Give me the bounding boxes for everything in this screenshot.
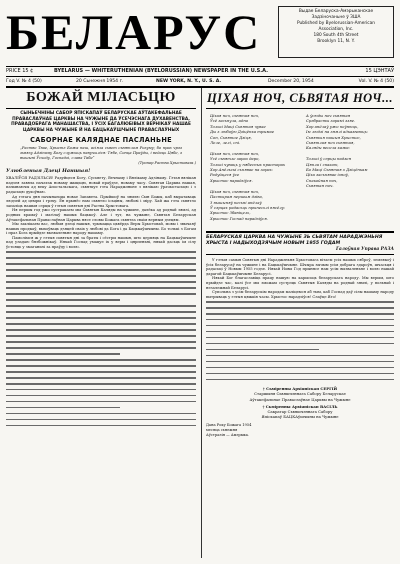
text-line-placeholder [6,359,196,364]
text-line-placeholder [206,331,394,336]
poem-line: Леле, лелі, спі. [210,140,241,146]
text-line-placeholder [6,293,196,298]
text-line-placeholder [206,379,394,384]
epigraph: „Раство Твае, Хрыстэ Божа наш, асіяла сьвет сьвятлом Розуму; бо праз чрэз зьвязу Адзінаму Богу служыць навучыліся: Тябе, Сонца Праўды, і ведаць Цябе, з вышыні Ўсходу, Госпадзі, слава Табе“ [20,146,182,160]
poem-line: Срэбрасты зорамі ззяе. [306,118,356,124]
poem-line: Цяпла і спакою, [306,161,339,167]
text-line-placeholder [6,377,196,382]
poem-line: Бо Маці Сьвятая з Дзіцёнкам [306,167,368,173]
price: PRICE 15 ¢ [6,68,34,74]
poem-line: Толькі чуваць у нябесных прасторах [210,161,285,167]
date-line [206,423,394,437]
issue-year: Год V. № 4 (50) [6,79,42,84]
date-line-text: Аўстралія — Амэрыка. [206,432,250,437]
poem-line: Хор Анёльскі сьпявае на зорах: [210,167,274,173]
poem-line: Каляды весела кажа: [306,145,350,151]
poem-line: Ім людзі на зямлі адказваюць: [306,129,369,135]
poem-column [210,113,300,221]
date-line-text: месяца сьнежня [206,428,238,433]
poem-line: Сьвятая ноч. [306,183,334,189]
right-column [206,90,394,438]
issue-volume: Vol. V. № 4 (50) [358,79,394,84]
paragraph: Ня першы год ужо сустракаем мы Сьвятыя Каляды на чужыне, далёка ад роднай зямлі, ад родных храмаў і магілаў нашых бацькоў. Але і тут, на чужыне, Сьвятая Беларуская Аўтакефальная Праваслаўная Царква нясе словы Божага сьвятла сваім верным дзецям. [6,208,196,222]
text-line-placeholder [6,353,196,358]
divider [6,108,196,109]
continued-text [206,301,394,383]
poem-line: Толькі Маці Сьвятая чувае [210,123,266,129]
text-line-placeholder [6,251,196,256]
text-line-placeholder [206,355,394,360]
poem-column [306,113,396,189]
paragraph: Няхай Бог благаславіць працу нашую на карысьць беларускага народу. Мы верым, што прыйдзе час, калі ўсе мы зможам сустрэць Сьвятыя Каляды на роднай зямлі, у вольнай і незалежнай Беларусі. [206,276,394,290]
poem-line: А ўсюды ноч сьвятая [306,113,351,118]
poem-line: Толькі ў сэрцы надзея [306,156,352,162]
paragraph: Памолімся ж у гэтыя сьвятыя дні за браты і сёстры нашыя, што церпяць на Бацькаўшчыне пад уладаю бязбожнікаў. Няхай Госпад умацуе іх у веры і цярпеньні, няхай дасьць ім сілу ўстояць у змаганьні за праўду і волю. [6,235,196,250]
poem-line: Ціхая ноч, сьвятая ноч, [210,188,260,194]
text-line-placeholder [206,307,394,312]
poem [206,113,394,229]
issue-date: December 20, 1954 [268,79,314,84]
text-line-placeholder [206,367,394,372]
text-line-placeholder [6,347,196,352]
issue-date-local: 20 Сьнежня 1954 г. [76,79,124,84]
text-line-placeholder [206,319,394,324]
text-line-placeholder [6,257,196,262]
signatories [206,386,394,419]
text-line-placeholder [6,407,196,412]
poem-line: З вышыняў песьні анёлаў [210,199,262,205]
text-line-placeholder [6,263,196,268]
publisher-line: Published by Byelorussian-American [296,21,376,26]
poem-line: Радуйцеся ўсе [210,172,240,178]
signatory-line: Аўтакефальнае Праваслаўнае Царквы на Чужыне [249,396,351,402]
text-line-placeholder [6,299,196,304]
poem-line: Ўсё засьнула, адно [210,118,249,124]
greeting-signature: Галоўная Управа РАЗА [336,247,394,252]
section-title: САБОРНАЕ КАЛЯДНАЕ ПАСЛАНЬНЕ [30,136,172,145]
text-line-placeholder [206,343,394,348]
text-line-placeholder [206,337,394,342]
text-line-placeholder [206,301,394,306]
dateline-bar [6,76,394,88]
text-line-placeholder [6,287,196,292]
text-line-placeholder [6,311,196,316]
publisher-line: Association, Inc. [318,27,354,32]
poem-line: Ціхая ноч, сьвятая ноч, [210,113,260,118]
text-line-placeholder [6,317,196,322]
paragraph: ХВАЛІЎСЯ РАДЗІЛЬСЯ! Радуйцеся Богу, Сусьвету, Вечнаму і Вялікаму Адзінаму. Гэтая вялікая падзея завяла пачатак новаму жыцьцю, новай праўдзе, новаму часу. Сьвятая Царква нашая, пачынаючы ад веку Апостальскага, сьвяткуе гэта Нараджэньне з вялікаю ўрачыстасьцю і з радасьцю духоўнаю. [6,176,196,194]
publisher-line: 180 South 4th Street [313,33,359,38]
text-line-placeholder [6,365,196,370]
greeting-heading: БЕЛАРУСКАЯ ЦАРКВА НА ЧУЖЫНЕ ЗЬ СЬВЯТАМ НАРАДЖЭНЬНЯ ХРЫСТА І НАДЫХОДЗЯЧЫМ НОВЫМ 1955 ГОДАМ [206,235,383,246]
paragraph: Супольна з усім беларускім народам маліцемся аб тым, каб Госпад даў сілы нашаму народу вытрываць у гэтыя цяжкія часы. Хрыстос нарадзіўся! Слаўце Яго! [206,290,394,299]
signatory-line: Япіскапаў БАЦКАўшчыны на Чужыне [261,414,339,420]
place: NEW YORK, N. Y., U. S. A. [156,79,222,84]
publisher-line: Выдае Беларуска-Амэрыканскае [298,9,374,14]
signatory-line: † Сьміренны Архіяпіскап СЕРГІЙ [262,386,338,392]
publisher-line: Задзіночаньне ў ЗША [311,15,361,20]
text-line-placeholder [6,335,196,340]
poem-line: Сон, Сьвятое Дзіця, [210,134,252,140]
left-column [6,90,196,429]
text-line-placeholder [206,373,394,378]
poem-line: Сьвятыя нашыя Хрыстос, [306,134,361,140]
text-line-placeholder [6,329,196,334]
salutation: Улюбленыя Дзеці Наншыя! [6,168,91,175]
text-line-placeholder [6,269,196,274]
poem-line: Пастырам першым дзіва, [210,194,263,200]
text-line-placeholder [6,341,196,346]
article-headline: БОЖАЙ МІЛАСЬЦЮ [26,90,176,105]
poem-line: Хрыстос Госпад нарадзіўся. [210,215,269,221]
column-divider [201,88,202,558]
poem-line: Хор анёлаў ужо поўнюць, [306,123,359,129]
poem-line: Хрыстос нарадзіўся. [210,177,253,183]
poem-line: Хрыстос Збавіцель, [210,210,251,216]
publisher-line: Brooklyn 11, N. Y. [317,39,355,44]
poem-line: Ды з любоўю Дзіцёнка трымае [210,129,275,135]
subtitle-bar [6,66,394,76]
text-line-placeholder [206,325,394,330]
divider [206,108,394,109]
poem-line: Ціха засьпявае ізноў, [306,172,350,178]
text-line-placeholder [206,361,394,366]
poem-line: Ў сэрцах радасьць прынесьлі вясёлу: [210,204,286,210]
poem-line: Ціхая ноч, сьвятая ноч, [210,150,260,156]
price-local: 15 ЦЭНТАЎ [365,68,394,74]
text-line-placeholder [6,383,196,388]
epigraph-source: (Тропар Раства Хрыстовага.) [138,161,196,166]
text-line-placeholder [206,313,394,318]
poem-headline: ЦІХАЯ НОЧ, СЬВЯТАЯ НОЧ... [207,91,393,105]
paragraph: Мы заклікаем вас, любыя дзеці нашыя, трымацца цьвёрда Веры Хрыстовай, мовы і звычаяў нашых продкаў, выхоўваць дзяцей сваіх у любові да Бога і да Бацькаўшчыны. Бо толькі з Богам і праз Бога прыйдзе вызваленьне народу нашаму. [6,222,196,236]
poem-line: Сьвятлая ноч сьвятая, [306,140,355,146]
paragraph: Ад гэтага дня пачынаецца новае Запавета. Прыйшоў на зямлю Сын Божы, каб выратаваць людзей ад цемры і грэху. Ён прынёс нам сьвятло ісьціны, любові і міру. Хай жа гэта сьвятло запаліць нашыя сэрцы ў гэтыя сьвятыя дні Раства Хрыстовага. [6,194,196,208]
text-line-placeholder [6,413,196,418]
signatory-line: Старшыня Сьвяшчэннага Сабору Беларускае [254,391,346,397]
continued-text [6,251,196,429]
text-line-placeholder [6,275,196,280]
poem-line: Усё сьвятле зараз даро, [210,156,260,162]
text-line-placeholder [206,349,394,354]
publisher-box [278,6,394,58]
poem-line: Спакойная ноч, [306,177,338,183]
text-line-placeholder [6,395,196,400]
paragraph: У гэтыя самыя Сьвятыя дні Нараджэньня Хрыстовага вітаем усіх нашых сяброў, землякоў і ўсіх беларусаў на чужыне і на Бацькаўшчыне. Шчыра зычым усім добрага здароўя, шчасьця і радасьці ў Новым 1955 годзе. Няхай Новы Год прынясе нам усім вызваленьне і волю нашай дарагой Бацькаўшчыне Беларусі. [206,258,394,276]
text-line-placeholder [6,371,196,376]
text-line-placeholder [6,425,196,430]
masthead [6,2,394,62]
text-line-placeholder [6,419,196,424]
text-line-placeholder [6,401,196,406]
article-subheading: СЫНЬЕЧНІНЫ САБОР ЯПІСКАПАЎ БЕЛАРУСКАЕ АЎТАКЕФАЛЬНАЕ ПРАВАСЛАЎНАЕ ЦАРКВЫ НА ЧУЖЫНЕ ДА ЎСЕЧЭСНАГА ДУХАВЕНСТВА, ПРАВАДОБРАГА МАНАШАСТВА, І ЎСІХ БАГАЛЮБІВЫХ ВЕРНІКАЎ НАШАЕ ЦАРКВЫ НА ЧУЖЫНЕ Й НА БАЦЬКАЎШЧЫНЕ ПРАВАСЛАЎНЫХ [11,111,191,133]
newspaper-logo: БЕЛАРУС [6,4,262,60]
date-line-text: Дана Року Божага 1954 [206,423,252,428]
text-line-placeholder [6,323,196,328]
newspaper-subtitle: BYELARUS — WHITERUTHENIAN (BYELORUSSIAN) NEWSPAPER IN THE U.S.A. [54,68,269,74]
text-line-placeholder [6,305,196,310]
signatory-line: Сакратар Сьвяшчэннага Сабору [267,408,333,414]
greeting-box [206,231,394,255]
text-line-placeholder [6,281,196,286]
signatory-line: † Сьміренны Архіяпіскап ВАСІЛЬ [262,403,338,409]
text-line-placeholder [6,389,196,394]
